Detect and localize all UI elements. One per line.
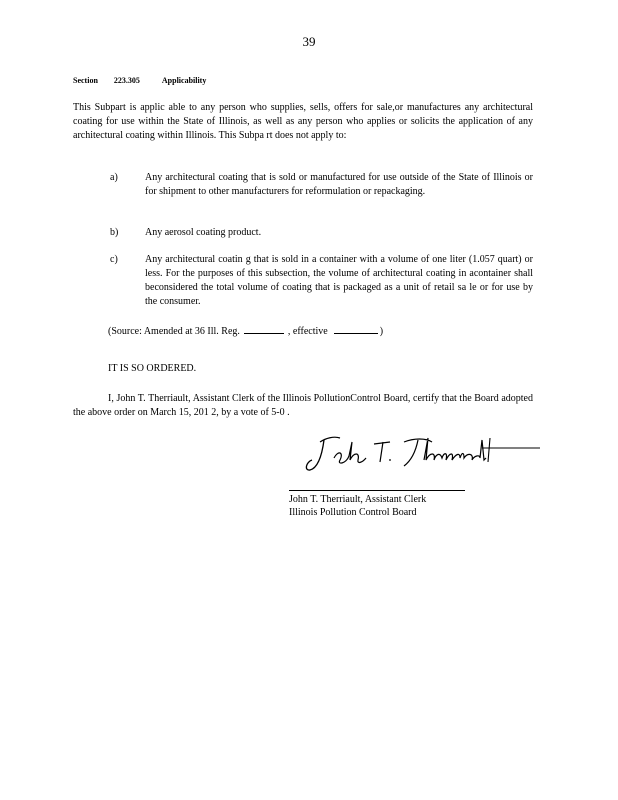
page-number: 39 (302, 34, 316, 49)
section-heading (73, 76, 206, 85)
certification-paragraph: I, John T. Therriault, Assistant Clerk of the Illinois PollutionControl Board, certify that the Board adopted the above order on March 15, 201 2, by a vote of 5-0 . (73, 393, 533, 418)
section-title: Applicability (161, 76, 207, 85)
order-statement: IT IS SO ORDERED. (108, 363, 197, 374)
section-label: Section (73, 76, 98, 85)
signer-name-title: John T. Therriault, Assistant Clerk (289, 494, 427, 505)
source-note (108, 323, 383, 337)
list-item-label: c) (110, 254, 118, 265)
list-item-c (110, 253, 533, 309)
intro-paragraph: This Subpart is applic able to any person who supplies, sells, offers for sale,or manufactures any architectural coating for use within the State of Illinois, as well as any person who applies or solicits the application of any architectural coating within Illinois. This Subpa rt does not apply to: (73, 102, 533, 141)
list-item-b (110, 226, 533, 240)
list-item-text: Any architectural coating that is sold or manufactured for use outside of the State of Illinois or for shipment to other manufacturers for reformulation or repackaging. (145, 172, 533, 197)
signer-block (289, 493, 426, 519)
list-item-a (110, 171, 533, 199)
list-item-label: b) (110, 227, 119, 238)
list-item-text: Any architectural coatin g that is sold in a container with a volume of one liter (1.057 quart) or less. For the purposes of this subsection, the volume of architectural coating in acontainer shall beconsidered the total volume of coating that is packaged as a unit of retail sa le or for use by the consumer. (145, 254, 533, 307)
source-middle: , effective (287, 326, 328, 337)
source-suffix: ) (379, 326, 384, 337)
signer-organization: Illinois Pollution Control Board (289, 507, 417, 518)
effective-blank (334, 323, 378, 334)
source-prefix: (Source: Amended at 36 Ill. Reg. (108, 326, 240, 337)
section-number: 223.305 (113, 76, 140, 85)
handwritten-signature (304, 430, 544, 480)
register-blank (244, 323, 284, 334)
signature-line (289, 490, 465, 491)
list-item-label: a) (110, 172, 118, 183)
list-item-text: Any aerosol coating product. (145, 227, 262, 238)
